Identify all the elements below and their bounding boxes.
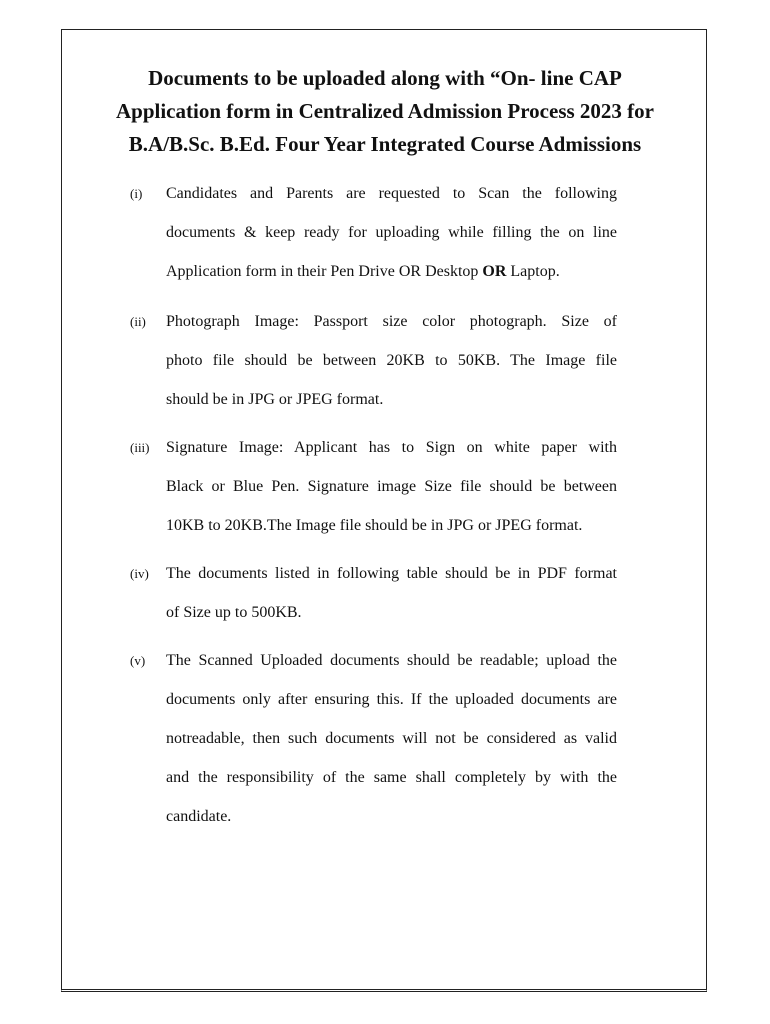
item-number: (v) <box>130 653 146 668</box>
item-number: (i) <box>130 186 143 201</box>
item-line-part: Laptop. <box>506 263 560 280</box>
item-line-part: Application form in their Pen Drive OR Desktop <box>166 263 483 280</box>
item-line: Black or Blue Pen. Signature image Size file should be between <box>166 478 617 495</box>
item-text <box>166 554 617 632</box>
item-line: notreadable, then such documents will not be considered as valid <box>166 730 617 747</box>
item-line: photo file should be between 20KB to 50KB. The Image file <box>166 352 617 369</box>
item-line: candidate. <box>166 808 232 825</box>
document-title <box>80 62 690 161</box>
title-line-3: B.A/B.Sc. B.Ed. Four Year Integrated Course Admissions <box>128 132 642 156</box>
item-line: Signature Image: Applicant has to Sign on white paper with <box>166 439 617 456</box>
item-number: (ii) <box>130 314 146 329</box>
item-line: The Scanned Uploaded documents should be readable; upload the <box>166 652 617 669</box>
item-text <box>166 174 617 291</box>
item-number: (iv) <box>130 566 149 581</box>
item-line: should be in JPG or JPEG format. <box>166 391 384 408</box>
item-line: documents & keep ready for uploading while filling the on line <box>166 224 617 241</box>
item-number: (iii) <box>130 440 150 455</box>
item-line: of Size up to 500KB. <box>166 604 302 621</box>
item-text <box>166 641 617 836</box>
title-line-1: Documents to be uploaded along with “On- line CAP <box>148 66 622 90</box>
item-line: 10KB to 20KB.The Image file should be in JPG or JPEG format. <box>166 517 583 534</box>
item-line: documents only after ensuring this. If the uploaded documents are <box>166 691 617 708</box>
item-text <box>166 302 617 419</box>
item-line: The documents listed in following table should be in PDF format <box>166 565 617 582</box>
item-line: Photograph Image: Passport size color photograph. Size of <box>166 313 617 330</box>
item-text <box>166 428 617 545</box>
emphasis-or: OR <box>482 263 507 280</box>
item-line <box>166 252 617 291</box>
item-line: and the responsibility of the same shall completely by with the <box>166 769 617 786</box>
title-line-2: Application form in Centralized Admission Process 2023 for <box>115 99 654 123</box>
item-line: Candidates and Parents are requested to Scan the following <box>166 185 617 202</box>
